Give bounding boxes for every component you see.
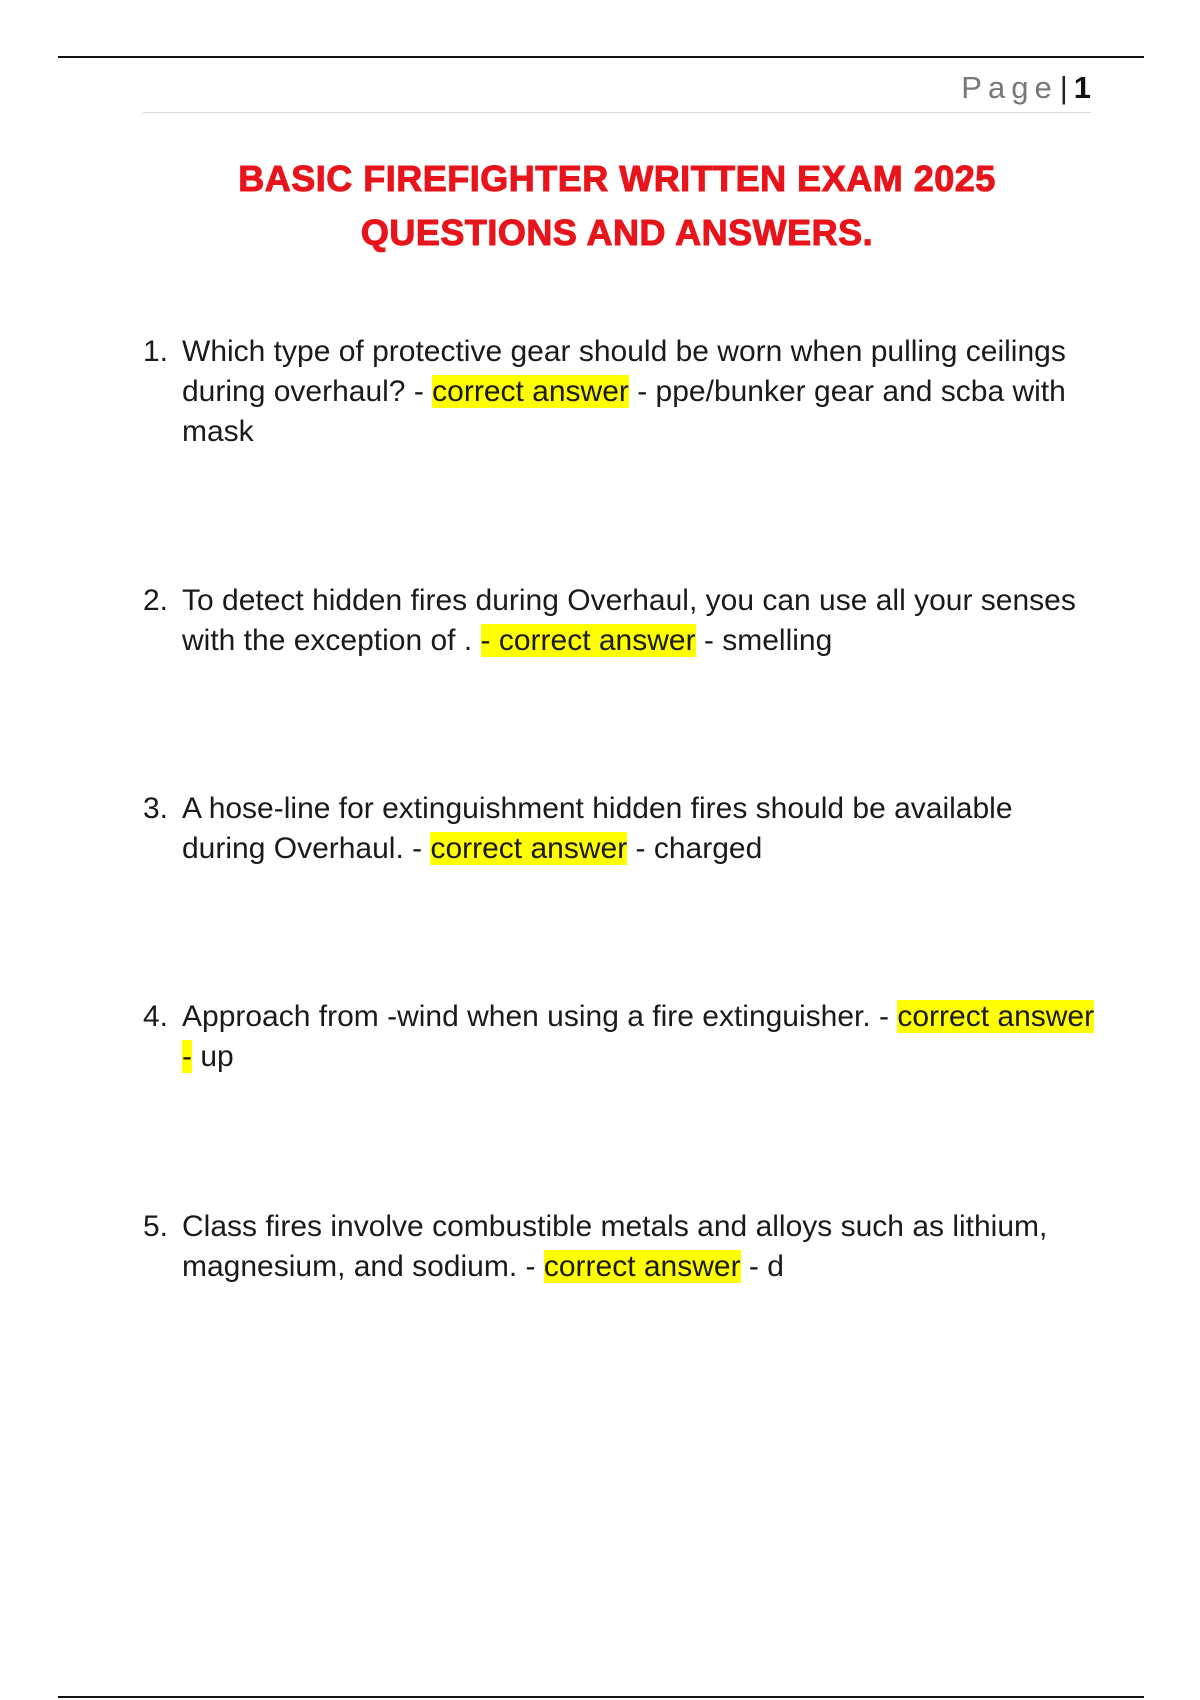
- question-text: [182, 789, 1103, 869]
- answer-text: - d: [740, 1250, 784, 1283]
- question-number: 5.: [143, 1210, 169, 1243]
- question-number: 3.: [143, 792, 169, 825]
- answer-highlight: correct answer: [543, 1250, 741, 1283]
- question-prompt: Class fires involve combustible metals and alloys such as lithium, magnesium, and sodium. -: [182, 1210, 1048, 1283]
- answer-text: - smelling: [695, 624, 833, 657]
- question-prompt: Which type of protective gear should be worn when pulling ceilings during overhaul? -: [182, 335, 1066, 408]
- question-number: 2.: [143, 584, 169, 617]
- question-number: 4.: [143, 1000, 169, 1033]
- page-word: Page: [961, 70, 1058, 105]
- question-prompt: A hose-line for extinguishment hidden fires should be available during Overhaul. -: [182, 792, 1013, 865]
- answer-text: up: [192, 1040, 234, 1073]
- question-prompt: Approach from -wind when using a fire extinguisher. -: [182, 1000, 898, 1033]
- bottom-rule: [58, 1696, 1144, 1698]
- answer-highlight: correct answer: [432, 375, 629, 408]
- answer-text: - ppe/bunker gear and scba with mask: [182, 375, 1066, 448]
- question-2: [143, 581, 1103, 661]
- question-text: [182, 1207, 1103, 1287]
- answer-highlight: - correct answer: [480, 624, 696, 657]
- question-text: [182, 332, 1103, 452]
- question-text: [182, 997, 1103, 1077]
- title-line-1: BASIC FIREFIGHTER WRITTEN EXAM 2025: [238, 158, 996, 199]
- question-prompt: To detect hidden fires during Overhaul, you can use all your senses with the exception of .: [182, 584, 1076, 657]
- page-separator: |: [1059, 70, 1068, 105]
- answer-highlight: correct answer: [430, 832, 628, 865]
- page-header: [143, 66, 1091, 113]
- question-4: [143, 997, 1103, 1077]
- question-text: [182, 581, 1103, 661]
- page-number: 1: [1073, 70, 1091, 105]
- top-rule: [58, 56, 1144, 58]
- document-title: [143, 152, 1091, 260]
- question-3: [143, 789, 1103, 869]
- question-number: 1.: [143, 335, 169, 368]
- answer-text: - charged: [627, 832, 763, 865]
- title-line-2: QUESTIONS AND ANSWERS.: [360, 212, 874, 253]
- question-1: [143, 332, 1103, 452]
- answer-highlight: correct answer -: [182, 1000, 1095, 1073]
- page-number-label: [961, 70, 1091, 106]
- question-5: [143, 1207, 1103, 1287]
